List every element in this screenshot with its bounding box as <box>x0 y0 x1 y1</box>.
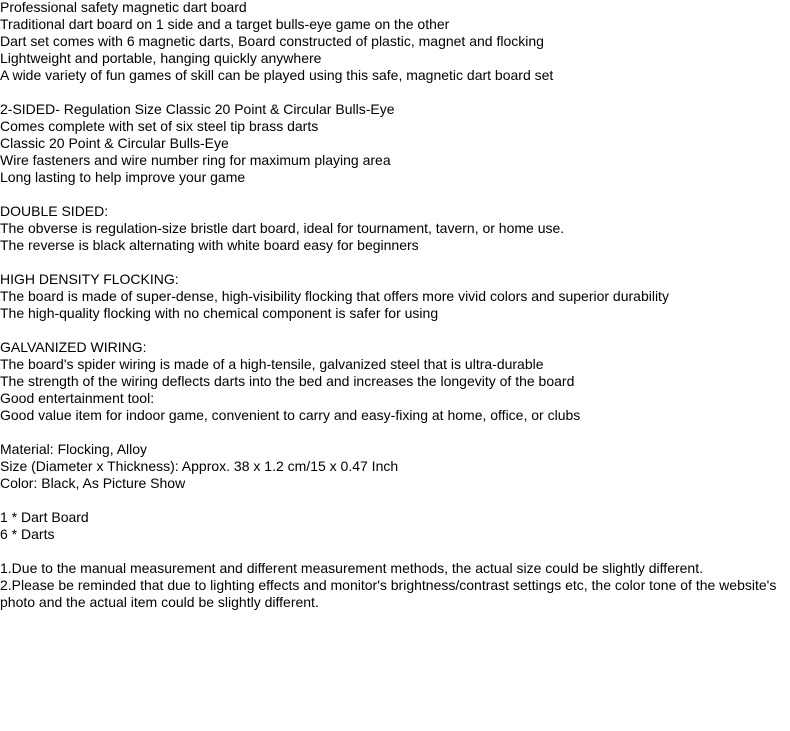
features-section <box>0 101 790 186</box>
intro-line: A wide variety of fun games of skill can be played using this safe, magnetic dart board set <box>0 67 554 83</box>
intro-section <box>0 0 790 84</box>
section-heading: GALVANIZED WIRING: <box>0 339 147 355</box>
spacer <box>0 322 790 339</box>
specs-section <box>0 441 790 492</box>
section-line: The reverse is black alternating with white board easy for beginners <box>0 237 419 253</box>
package-item: 6 * Darts <box>0 526 55 542</box>
section-heading: HIGH DENSITY FLOCKING: <box>0 271 179 287</box>
section-heading: DOUBLE SIDED: <box>0 203 109 219</box>
notes-section <box>0 560 790 611</box>
spec-material: Material: Flocking, Alloy <box>0 441 148 457</box>
section-line: The obverse is regulation-size bristle dart board, ideal for tournament, tavern, or home use. <box>0 220 565 236</box>
note-line: 2.Please be reminded that due to lighting effects and monitor's brightness/contrast settings etc, the color tone of the website's photo and the actual item could be slightly different. <box>0 577 777 610</box>
package-item: 1 * Dart Board <box>0 509 89 525</box>
flocking-section <box>0 271 790 322</box>
note-line: 1.Due to the manual measurement and different measurement methods, the actual size could be slightly different. <box>0 560 703 576</box>
intro-line: Traditional dart board on 1 side and a target bulls-eye game on the other <box>0 16 450 32</box>
double-sided-section <box>0 203 790 254</box>
entertainment-heading: Good entertainment tool: <box>0 390 155 406</box>
entertainment-line: Good value item for indoor game, convenient to carry and easy-fixing at home, office, or clubs <box>0 407 581 423</box>
spacer <box>0 543 790 560</box>
intro-line: Dart set comes with 6 magnetic darts, Board constructed of plastic, magnet and flocking <box>0 33 544 49</box>
section-line: The board's spider wiring is made of a high-tensile, galvanized steel that is ultra-durable <box>0 356 544 372</box>
section-line: The high-quality flocking with no chemical component is safer for using <box>0 305 439 321</box>
spec-size: Size (Diameter x Thickness): Approx. 38 x 1.2 cm/15 x 0.47 Inch <box>0 458 399 474</box>
feature-line: Classic 20 Point & Circular Bulls-Eye <box>0 135 229 151</box>
intro-line: Professional safety magnetic dart board <box>0 0 247 15</box>
feature-line: Long lasting to help improve your game <box>0 169 246 185</box>
wiring-section <box>0 339 790 424</box>
package-section <box>0 509 790 543</box>
spec-color: Color: Black, As Picture Show <box>0 475 186 491</box>
spacer <box>0 492 790 509</box>
intro-line: Lightweight and portable, hanging quickly anywhere <box>0 50 322 66</box>
spacer <box>0 84 790 101</box>
section-line: The board is made of super-dense, high-visibility flocking that offers more vivid colors and superior durability <box>0 288 669 304</box>
section-line: The strength of the wiring deflects darts into the bed and increases the longevity of the board <box>0 373 575 389</box>
spacer <box>0 186 790 203</box>
feature-line: Wire fasteners and wire number ring for maximum playing area <box>0 152 391 168</box>
spacer <box>0 424 790 441</box>
feature-line: 2-SIDED- Regulation Size Classic 20 Point & Circular Bulls-Eye <box>0 101 395 117</box>
feature-line: Comes complete with set of six steel tip brass darts <box>0 118 319 134</box>
spacer <box>0 254 790 271</box>
